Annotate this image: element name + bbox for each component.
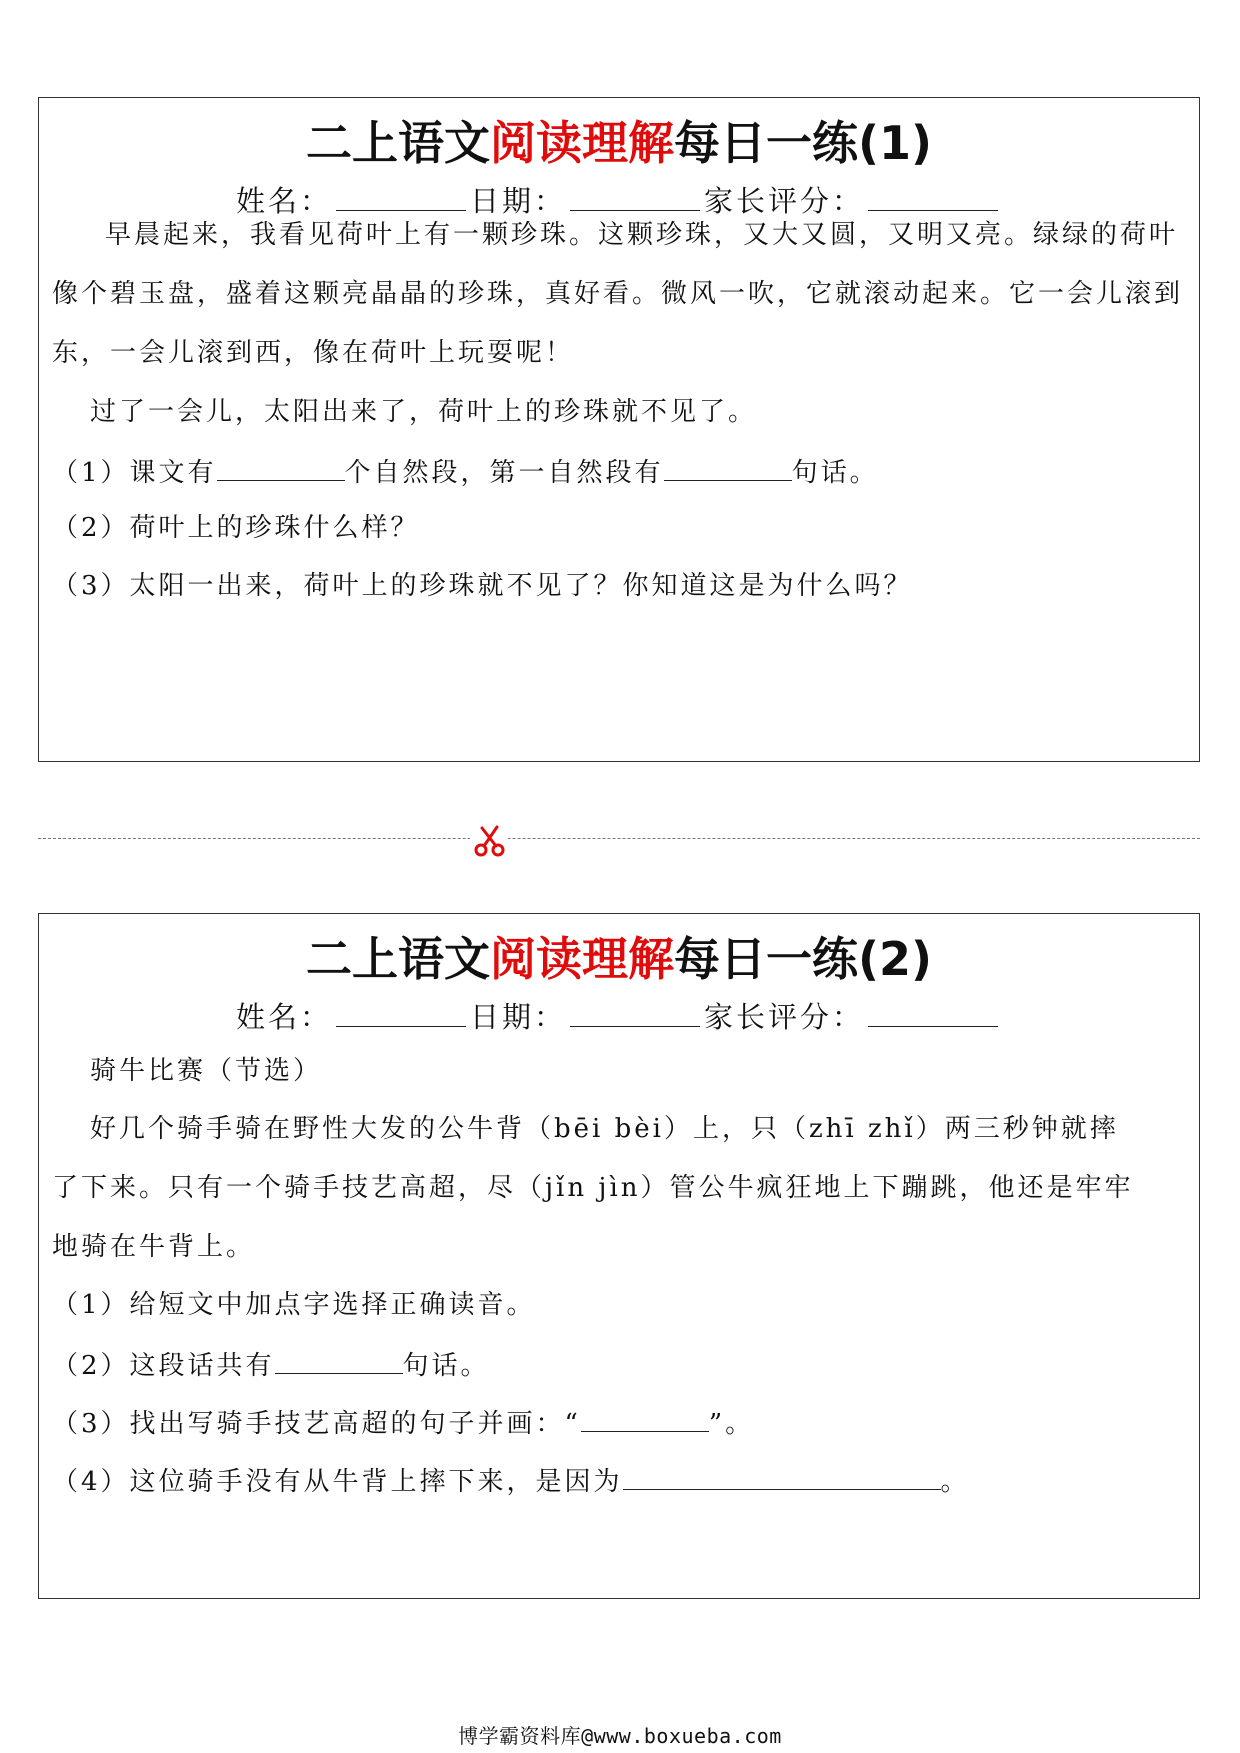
passage-line: 地骑在牛背上。	[52, 1232, 256, 1262]
student-info-row	[39, 994, 1199, 1038]
score-field[interactable]	[868, 994, 998, 1027]
answer-blank[interactable]	[664, 450, 792, 481]
answer-blank[interactable]	[275, 1343, 403, 1374]
name-label: 姓名：	[235, 184, 332, 218]
question-2: （2）这段话共有 句话。	[52, 1343, 1186, 1386]
passage-line: 好几个骑手骑在野性大发的公牛背（bēi bèi）上，只（zhī zhǐ）两三秒钟就摔	[90, 1114, 1119, 1144]
passage-line: 早晨起来，我看见荷叶上有一颗珍珠。这颗珍珠，又大又圆，又明又亮。绿绿的荷叶	[105, 220, 1179, 250]
date-field[interactable]	[570, 178, 700, 211]
answer-blank[interactable]	[217, 450, 345, 481]
worksheet-2	[38, 913, 1200, 1599]
question-1: （1）给短文中加点字选择正确读音。	[52, 1290, 536, 1320]
question-3: （3）找出写骑手技艺高超的句子并画：“ ”。	[52, 1401, 1186, 1444]
name-label: 姓名：	[235, 1000, 332, 1034]
passage-line: 了下来。只有一个骑手技艺高超，尽（jǐn jìn）管公牛疯狂地上下蹦跳，他还是牢牢	[52, 1173, 1134, 1203]
date-field[interactable]	[570, 994, 700, 1027]
score-field[interactable]	[868, 178, 998, 211]
date-label: 日期：	[469, 1000, 566, 1034]
score-label: 家长评分：	[704, 1000, 865, 1034]
footer-watermark: 博学霸资料库@www.boxueba.com	[458, 1724, 782, 1748]
question-4: （4）这位骑手没有从牛背上摔下来，是因为 。	[52, 1459, 1186, 1502]
date-label: 日期：	[469, 184, 566, 218]
worksheet-title: 二上语文阅读理解每日一练(1)	[305, 116, 933, 170]
title-highlight: 阅读理解	[489, 932, 674, 986]
passage-title: 骑牛比赛（节选）	[90, 1056, 323, 1086]
passage-line: 过了一会儿，太阳出来了，荷叶上的珍珠就不见了。	[90, 397, 758, 427]
question-1: （1）课文有 个自然段，第一自然段有 句话。	[52, 450, 1186, 493]
score-label: 家长评分：	[704, 184, 865, 218]
name-field[interactable]	[336, 994, 466, 1027]
name-field[interactable]	[336, 178, 466, 211]
answer-blank[interactable]	[623, 1459, 941, 1490]
cut-line	[38, 838, 1200, 839]
scissors-icon	[470, 822, 508, 858]
worksheet-title: 二上语文阅读理解每日一练(2)	[305, 932, 933, 986]
worksheet-1	[38, 97, 1200, 762]
question-2: （2）荷叶上的珍珠什么样？	[52, 513, 420, 543]
passage-line: 像个碧玉盘，盛着这颗亮晶晶的珍珠，真好看。微风一吹，它就滚动起来。它一会儿滚到	[52, 279, 1184, 309]
answer-blank[interactable]	[581, 1401, 709, 1432]
question-3: （3）太阳一出来，荷叶上的珍珠就不见了？你知道这是为什么吗？	[52, 571, 913, 601]
title-highlight: 阅读理解	[489, 116, 674, 170]
passage-line: 东，一会儿滚到西，像在荷叶上玩耍呢！	[52, 338, 575, 368]
